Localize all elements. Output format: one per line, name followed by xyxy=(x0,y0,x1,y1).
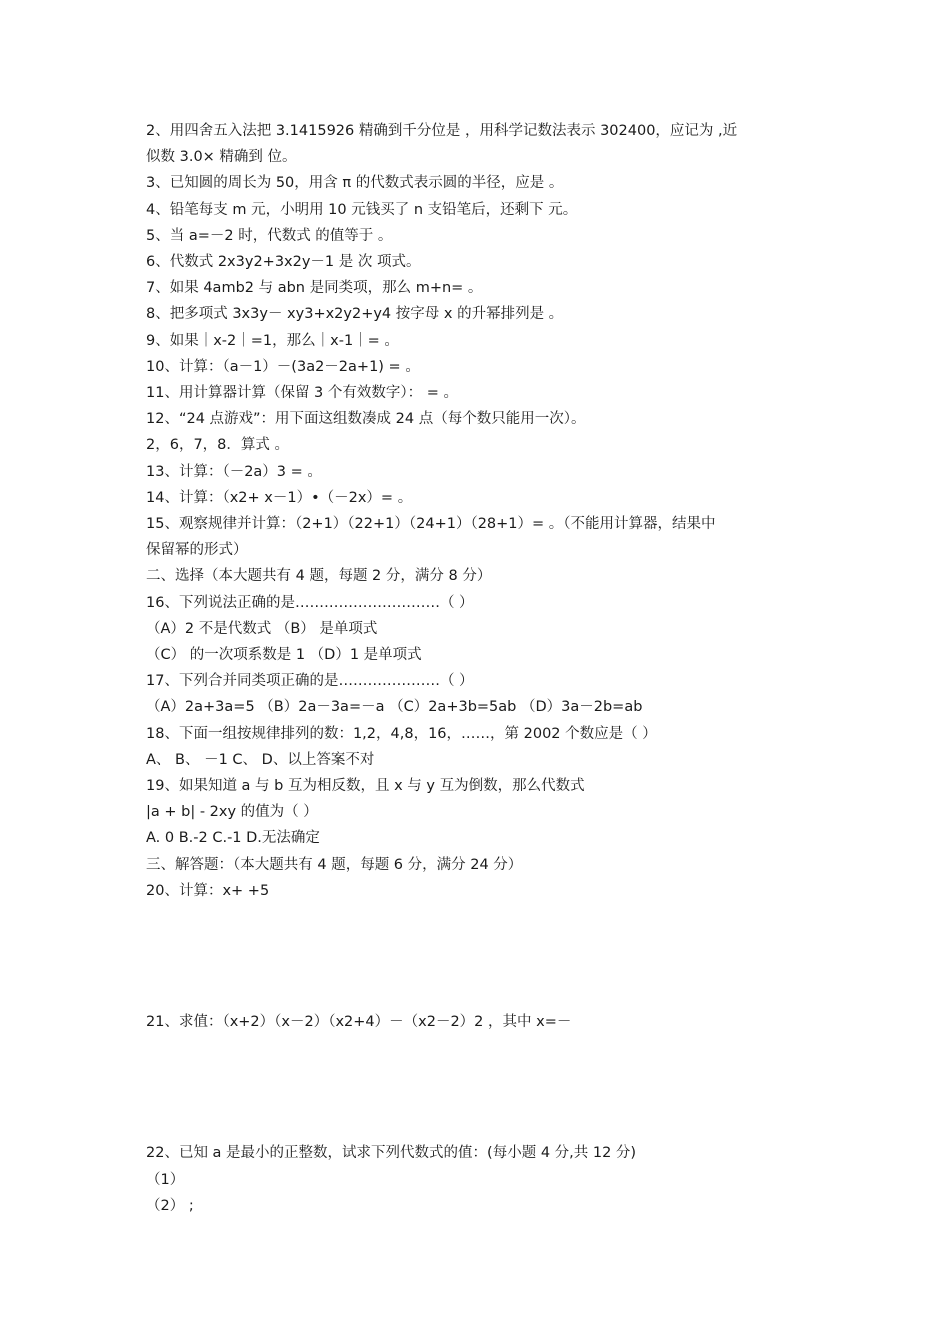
line-q15-b: 保留幂的形式） xyxy=(146,542,248,559)
line-q17-options: （A）2a+3a=5 （B）2a－3a=－a （C）2a+3b=5ab （D）3a－2b=ab xyxy=(146,699,643,716)
line-q19-options: A. 0 B.-2 C.-1 D.无法确定 xyxy=(146,830,320,847)
line-q3: 3、已知圆的周长为 50，用含 π 的代数式表示圆的半径，应是 。 xyxy=(146,175,564,192)
section-heading-solve: 三、解答题：（本大题共有 4 题，每题 6 分，满分 24 分） xyxy=(146,856,523,873)
line-q6: 6、代数式 2x3y2+3x2y－1 是 次 项式。 xyxy=(146,254,421,271)
line-q12-b: 2，6，7，8．算式 。 xyxy=(146,437,290,454)
line-q22: 22、已知 a 是最小的正整数，试求下列代数式的值：(每小题 4 分,共 12 分) xyxy=(146,1145,637,1162)
line-q19-b: |a + b| - 2xy 的值为（ ） xyxy=(146,804,318,821)
line-q21: 21、求值：（x+2）（x－2）（x2+4）－（x2－2）2 ，其中 x=－ xyxy=(146,1014,572,1031)
line-q17: 17、下列合并同类项正确的是…………………（ ） xyxy=(146,673,474,690)
line-q20: 20、计算：x+ +5 xyxy=(146,882,270,899)
line-q15-a: 15、观察规律并计算：（2+1）（22+1）（24+1）（28+1）= 。（不能用计算器，结果中 xyxy=(146,516,716,533)
line-q12-a: 12、“24 点游戏”：用下面这组数凑成 24 点（每个数只能用一次）。 xyxy=(146,411,586,428)
line-q18: 18、下面一组按规律排列的数：1,2，4,8，16，……，第 2002 个数应是（ ） xyxy=(146,725,657,742)
line-q4: 4、铅笔每支 m 元，小明用 10 元钱买了 n 支铅笔后，还剩下 元。 xyxy=(146,201,578,218)
document-page xyxy=(146,118,816,1219)
answer-space-q21 xyxy=(146,1035,816,1140)
line-q14: 14、计算：（x2+ x－1）•（－2x）= 。 xyxy=(146,489,413,506)
section-heading-choice: 二、选择（本大题共有 4 题，每题 2 分，满分 8 分） xyxy=(146,568,492,585)
line-q10: 10、计算：（a－1）－(3a2－2a+1) = 。 xyxy=(146,358,420,375)
line-q9: 9、如果｜x-2｜=1，那么｜x-1｜= 。 xyxy=(146,332,399,349)
line-q2-b: 似数 3.0× 精确到 位。 xyxy=(146,149,297,166)
line-q19-a: 19、如果知道 a 与 b 互为相反数，且 x 与 y 互为倒数，那么代数式 xyxy=(146,778,585,795)
line-q13: 13、计算：（－2a）3 = 。 xyxy=(146,463,322,480)
line-q11: 11、用计算器计算（保留 3 个有效数字）： = 。 xyxy=(146,385,459,402)
line-q16-options-ab: （A）2 不是代数式 （B） 是单项式 xyxy=(146,620,378,637)
line-q5: 5、当 a=－2 时，代数式 的值等于 。 xyxy=(146,227,393,244)
answer-space-q20 xyxy=(146,904,816,1009)
line-q7: 7、如果 4amb2 与 abn 是同类项，那么 m+n= 。 xyxy=(146,280,483,297)
line-q22-part1: （1） xyxy=(146,1171,185,1188)
line-q18-options: A、 B、 －1 C、 D、以上答案不对 xyxy=(146,751,375,768)
line-q2-a: 2、用四舍五入法把 3.1415926 精确到千分位是 ，用科学记数法表示 302400，应记为 ,近 xyxy=(146,123,738,139)
line-q16: 16、下列说法正确的是…………………………（ ） xyxy=(146,594,474,611)
line-q8: 8、把多项式 3x3y－ xy3+x2y2+y4 按字母 x 的升幂排列是 。 xyxy=(146,306,564,323)
line-q16-options-cd: （C） 的一次项系数是 1 （D）1 是单项式 xyxy=(146,647,422,664)
line-q22-part2: （2） ; xyxy=(146,1197,194,1214)
